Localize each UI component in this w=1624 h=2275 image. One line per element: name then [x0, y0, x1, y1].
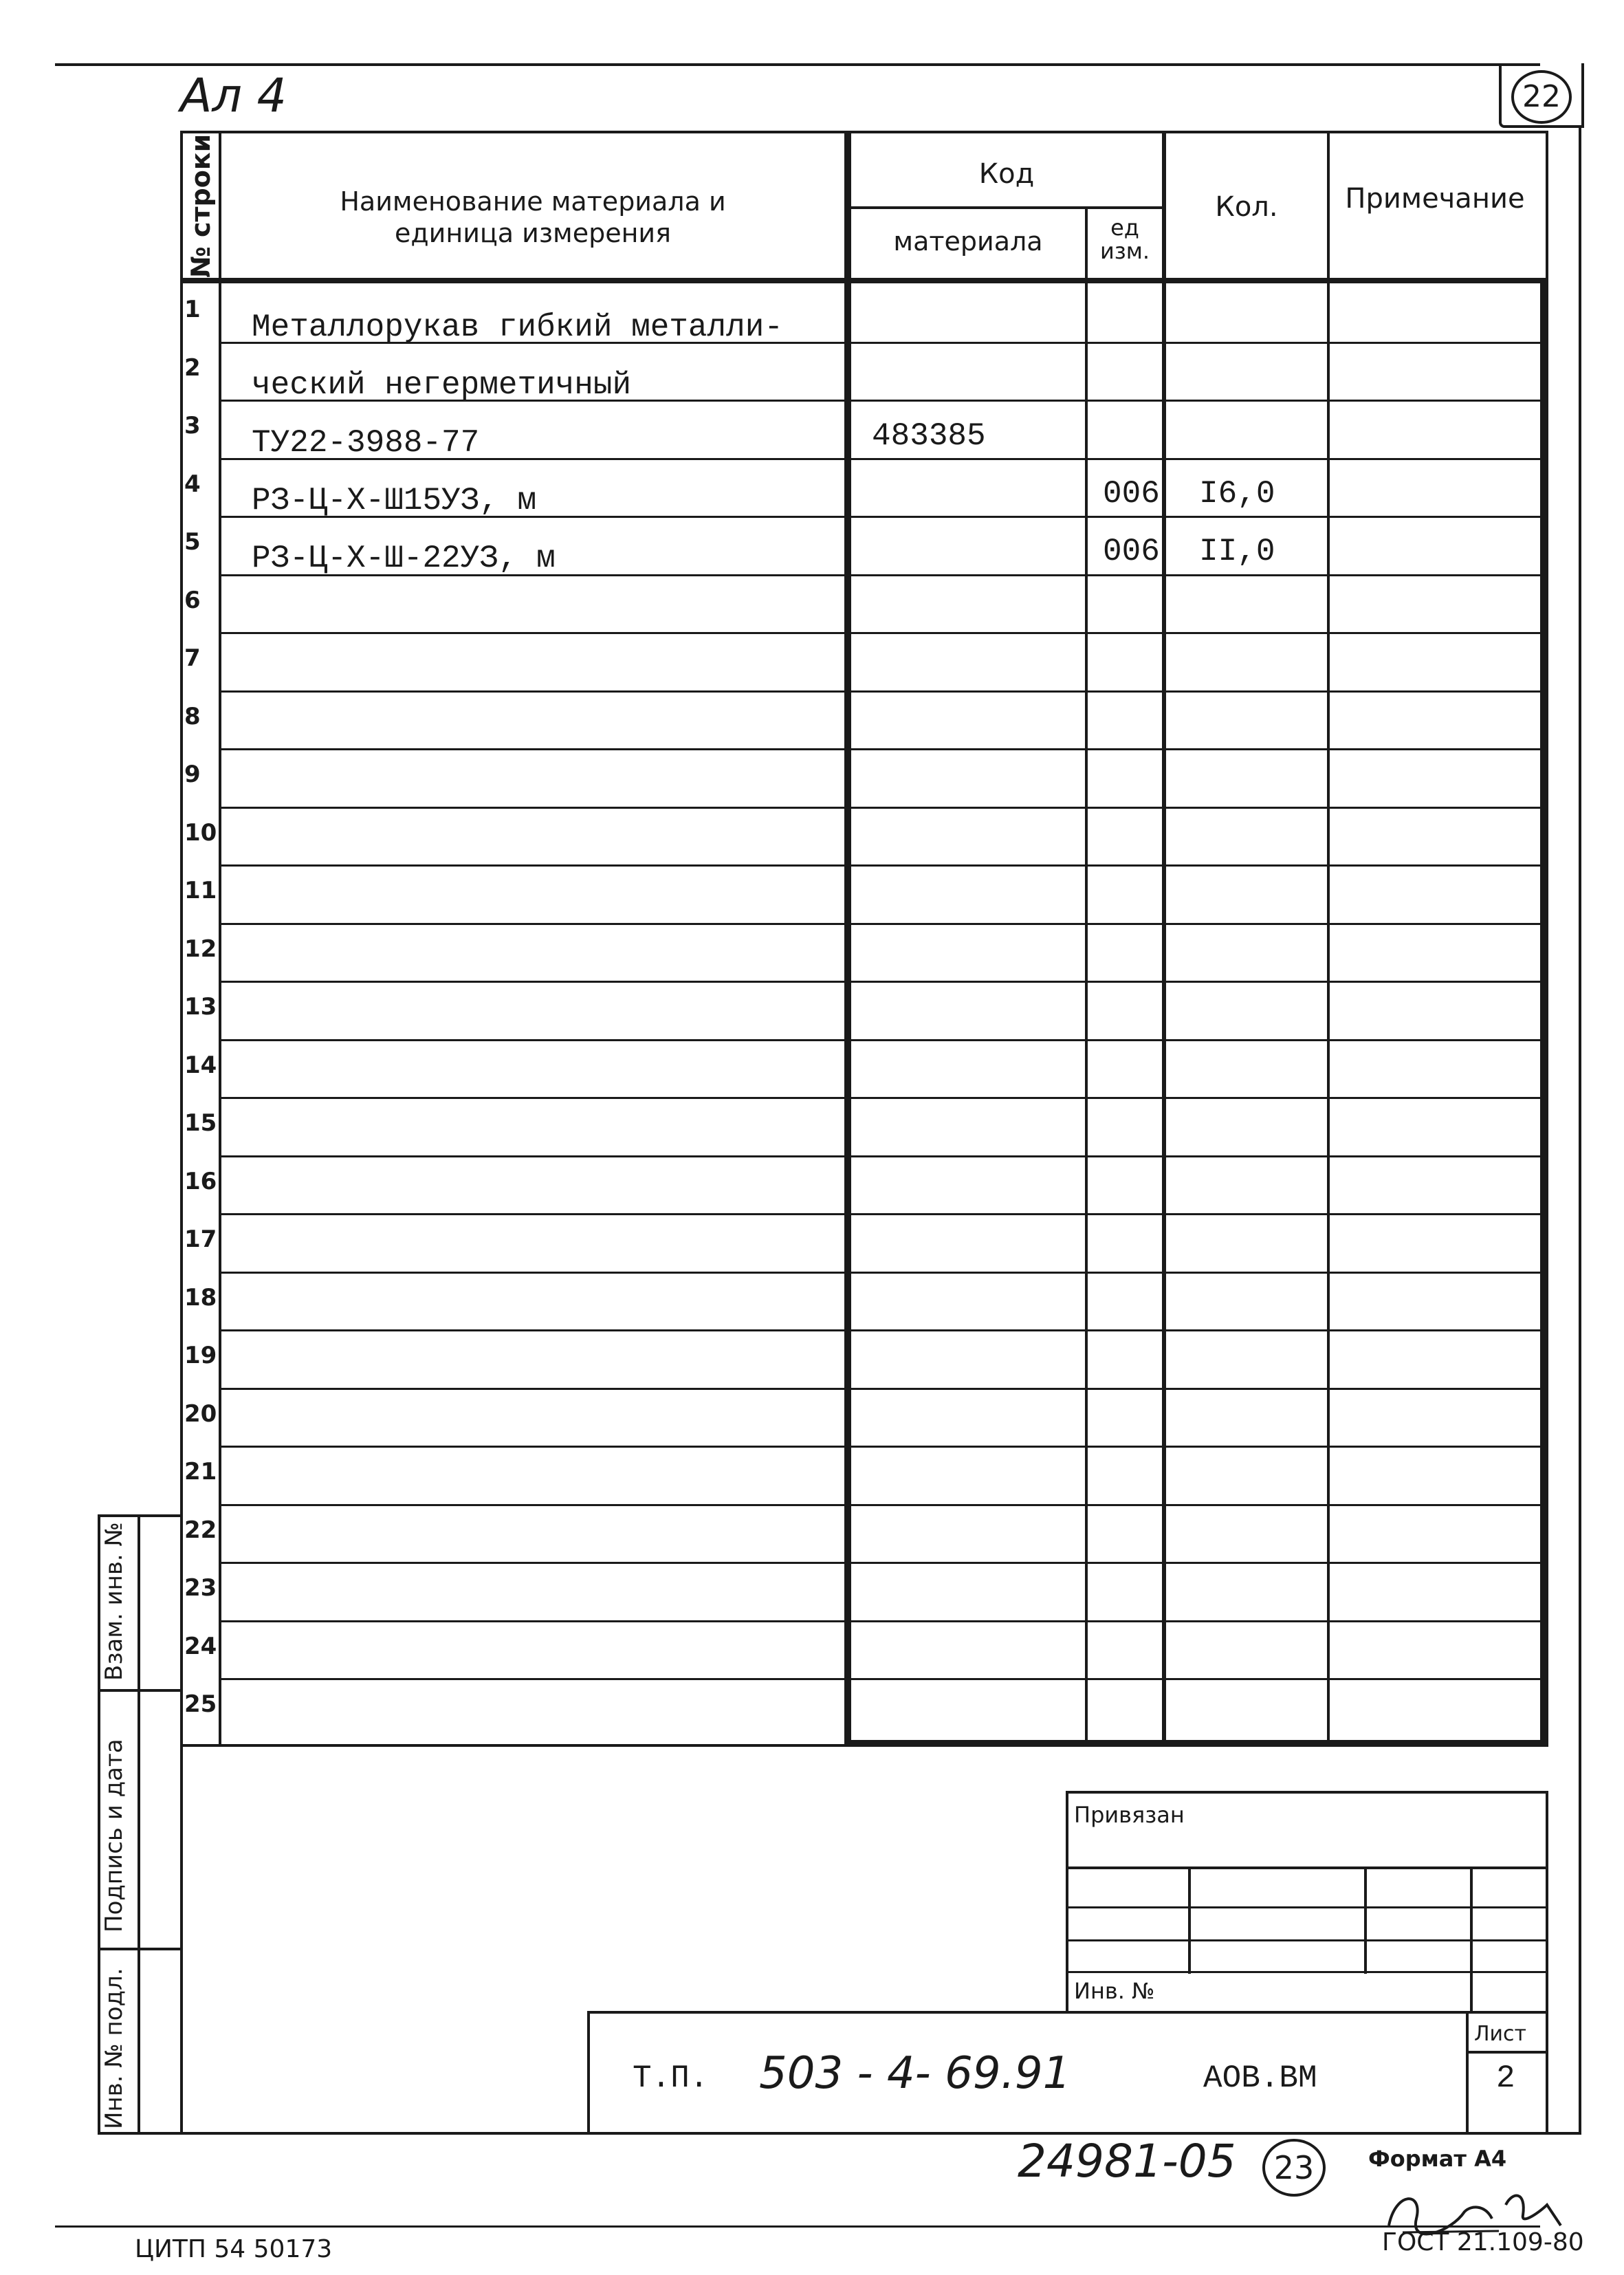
- row-number: 14: [184, 1052, 217, 1079]
- left-margin-inner: [138, 1514, 140, 2135]
- table-row-line: [221, 1272, 1540, 1274]
- col-line-material: [1085, 206, 1088, 1747]
- row-2-name: ческий негерметичный: [252, 367, 632, 403]
- stamp-sheet-col: [1466, 2011, 1469, 2135]
- row-number: 11: [184, 877, 217, 904]
- row-4-qty: I6,0: [1199, 476, 1275, 512]
- header-qty: Кол.: [1215, 191, 1278, 223]
- table-row-line: [221, 632, 1540, 634]
- table-row-line: [221, 1329, 1540, 1331]
- header-name: [221, 186, 844, 249]
- table-row-line: [221, 1446, 1540, 1448]
- page-badge: [1499, 63, 1584, 128]
- privyazan-rule2: [1066, 1906, 1548, 1908]
- table-row-line: [221, 1504, 1540, 1506]
- table-row-line: [221, 807, 1540, 809]
- row-number: 9: [184, 761, 201, 788]
- header-unit-line1: ед: [1110, 215, 1139, 241]
- row-number: 5: [184, 528, 201, 556]
- circled-number-text: 23: [1273, 2149, 1315, 2186]
- sheet-number: 2: [1496, 2060, 1515, 2096]
- privyazan-rule4: [1066, 1971, 1548, 1973]
- row-number: 24: [184, 1633, 217, 1660]
- row-number: 4: [184, 470, 201, 498]
- side-label-podpis: Подпись и дата: [100, 1739, 128, 1933]
- frame-left: [180, 1747, 183, 2135]
- row-number: 7: [184, 644, 201, 672]
- left-margin-sep1: [98, 1689, 183, 1692]
- header-note: Примечание: [1345, 183, 1525, 215]
- row-number: 15: [184, 1109, 217, 1137]
- sheet-label: Лист: [1474, 2022, 1527, 2046]
- archive-number: 24981-05: [1018, 2135, 1236, 2188]
- left-margin-sep2: [98, 1948, 183, 1950]
- gost-label: ГОСТ 21.109-80: [1382, 2228, 1584, 2256]
- table-bottom-thick: [844, 1740, 1548, 1747]
- table-row-line: [221, 690, 1540, 693]
- citp-label: ЦИТП 54 50173: [135, 2235, 333, 2263]
- privyazan-rule3: [1066, 1939, 1548, 1941]
- row-3-material: 483385: [872, 418, 986, 454]
- row-5-unit: 006: [1103, 534, 1160, 569]
- row-number: 23: [184, 1574, 217, 1602]
- header-unit-line2: изм.: [1099, 238, 1150, 264]
- table-row-line: [221, 1562, 1540, 1564]
- row-number: 1: [184, 296, 201, 323]
- table-row-line: [221, 981, 1540, 983]
- header-unit: [1088, 216, 1162, 263]
- code-subheader-rule: [844, 206, 1165, 209]
- row-number: 17: [184, 1226, 217, 1253]
- row-number: 16: [184, 1168, 217, 1195]
- tp-number: 503 - 4- 69.91: [759, 2048, 1071, 2099]
- table-row-line: [221, 1155, 1540, 1157]
- header-bottom-rule: [180, 278, 1548, 283]
- privyazan-rule1: [1066, 1866, 1548, 1869]
- table-row-line: [221, 1039, 1540, 1041]
- row-number: 6: [184, 587, 201, 614]
- privyazan-label: Привязан: [1074, 1802, 1185, 1828]
- row-number: 2: [184, 354, 201, 382]
- table-row-line: [221, 1213, 1540, 1215]
- page-number: 22: [1522, 79, 1561, 114]
- side-label-inv-podl: Инв. № подл.: [100, 1968, 128, 2129]
- row-number: 21: [184, 1458, 217, 1485]
- page-number-circle: [1511, 70, 1572, 124]
- top-rule: [55, 63, 1540, 66]
- table-row-line: [221, 1678, 1540, 1680]
- row-5-name: РЗ-Ц-Х-Ш-22УЗ, м: [252, 541, 556, 576]
- row-number: 8: [184, 703, 201, 730]
- table-row-line: [221, 923, 1540, 925]
- col-line-right-thick: [1540, 278, 1548, 1747]
- row-number: 18: [184, 1284, 217, 1311]
- row-number: 25: [184, 1690, 217, 1718]
- row-number: 22: [184, 1516, 217, 1544]
- inv-no-label: Инв. №: [1074, 1978, 1155, 2004]
- table-row-line: [221, 864, 1540, 867]
- format-label: Формат А4: [1368, 2146, 1507, 2172]
- row-4-unit: 006: [1103, 476, 1160, 512]
- stamp-sheet-rule: [1466, 2051, 1548, 2054]
- row-3-name: ТУ22-3988-77: [252, 425, 480, 461]
- frame-right: [1579, 125, 1581, 2135]
- privyazan-col2: [1364, 1866, 1367, 1974]
- row-number: 20: [184, 1400, 217, 1428]
- row-4-name: РЗ-Ц-Х-Ш15УЗ, м: [252, 483, 537, 519]
- table-row-line: [221, 1620, 1540, 1622]
- row-number: 19: [184, 1342, 217, 1369]
- header-name-line1: Наименование материала и: [340, 186, 726, 217]
- doc-code: АОВ.ВМ: [1203, 2060, 1317, 2096]
- corner-mark: Ал 4: [180, 69, 287, 123]
- circled-number: [1262, 2139, 1326, 2197]
- table-row-line: [221, 748, 1540, 750]
- privyazan-col1: [1188, 1866, 1191, 1974]
- row-number: 3: [184, 412, 201, 439]
- side-label-vzam: Взам. инв. №: [100, 1522, 128, 1681]
- row-number: 10: [184, 819, 217, 847]
- header-row-number: № строки: [186, 133, 216, 278]
- table-row-line: [221, 1097, 1540, 1099]
- header-code: Код: [978, 158, 1035, 190]
- row-5-qty: II,0: [1199, 534, 1275, 569]
- table-row-line: [221, 1388, 1540, 1390]
- tp-label: Т.П.: [633, 2060, 709, 2096]
- row-number: 13: [184, 993, 217, 1021]
- row-1-name: Металлорукав гибкий металли-: [252, 309, 783, 345]
- header-material: материала: [893, 226, 1043, 257]
- privyazan-col3: [1470, 1866, 1473, 2011]
- header-name-line2: единица измерения: [395, 218, 671, 248]
- bottom-rule: [55, 2225, 1540, 2228]
- row-number: 12: [184, 935, 217, 963]
